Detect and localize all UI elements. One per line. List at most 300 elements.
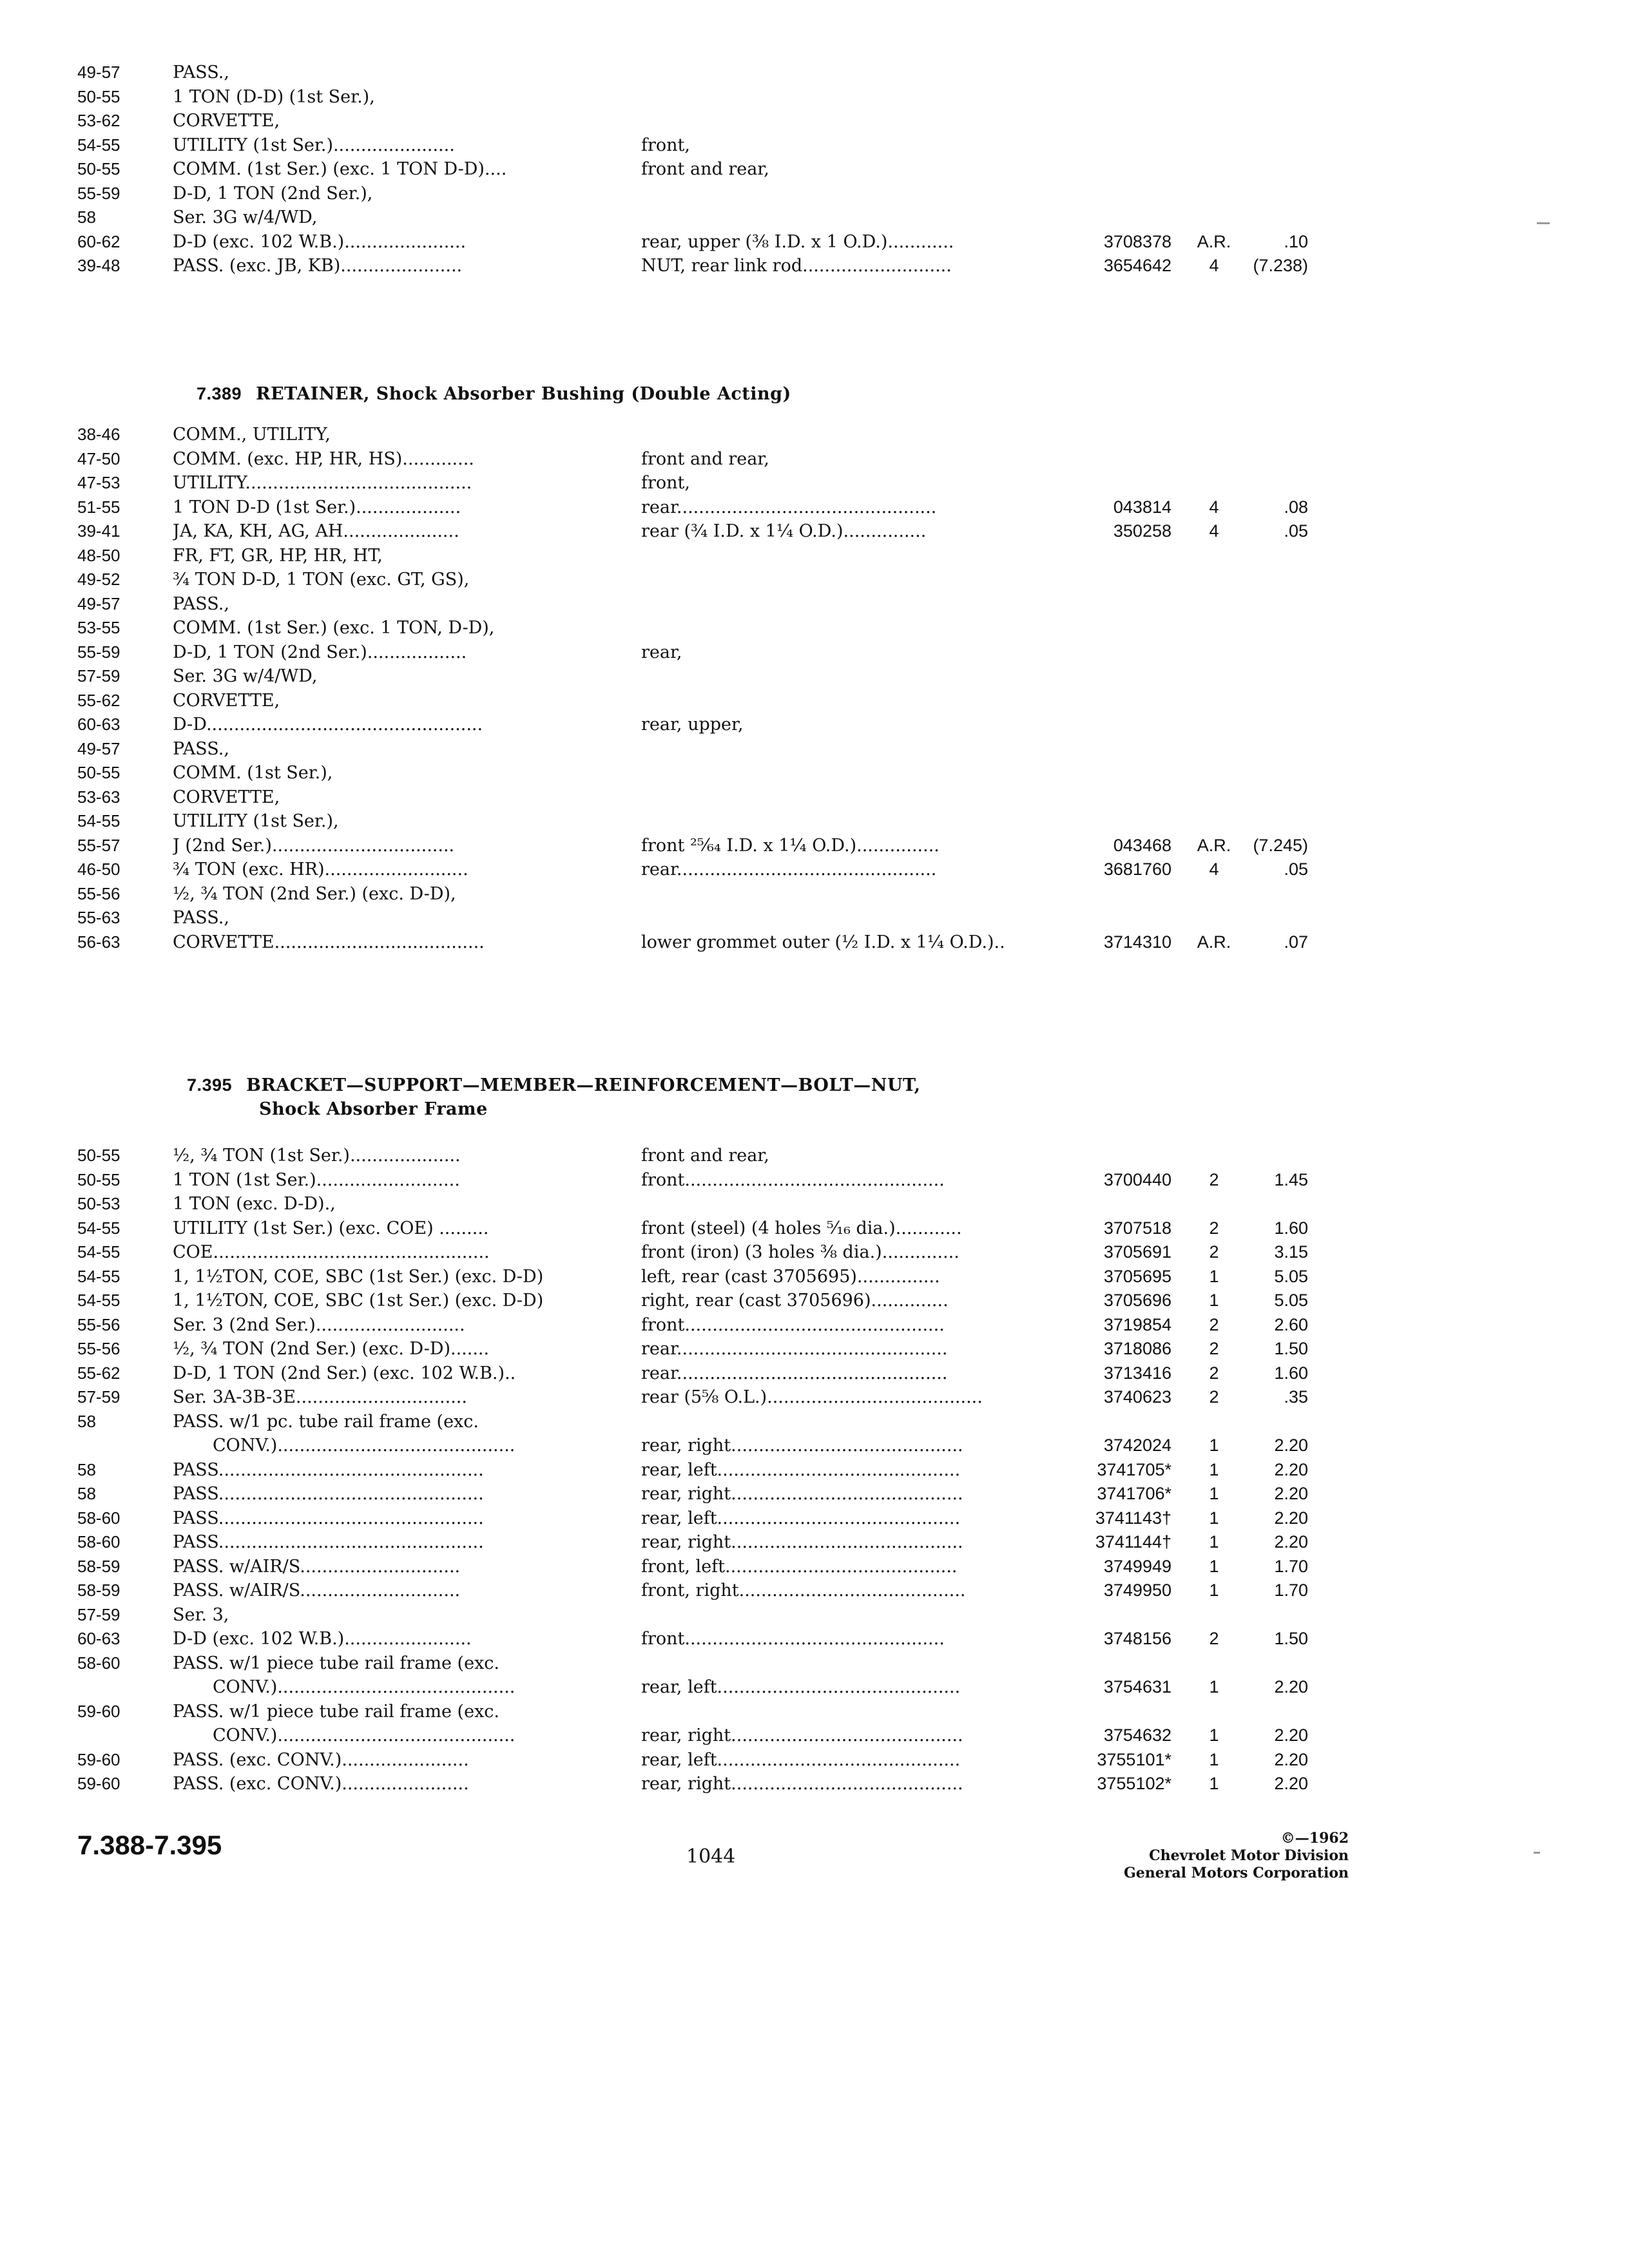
year-range: 39-48 <box>77 256 120 275</box>
price: 2.20 <box>1274 1508 1308 1528</box>
table-row <box>77 544 1308 568</box>
year-range: 39-41 <box>77 521 120 541</box>
model-description: PASS. w/1 piece tube rail frame (exc. <box>173 1701 500 1722</box>
model-description: 1 TON (exc. D-D)., <box>173 1194 336 1214</box>
quantity: 1 <box>1209 1459 1219 1479</box>
year-range: 58-59 <box>77 1556 120 1576</box>
year-range: 59-60 <box>77 1701 120 1721</box>
model-description: PASS................................................ <box>173 1484 484 1504</box>
year-range: 58 <box>77 1459 96 1479</box>
table-row <box>77 1627 1308 1651</box>
year-range: 51-55 <box>77 497 120 517</box>
table-row <box>77 230 1308 255</box>
part-number: 3748156 <box>1103 1629 1171 1648</box>
quantity: 4 <box>1209 256 1219 275</box>
model-description: COMM. (1st Ser.) (exc. 1 TON, D-D), <box>173 618 495 638</box>
part-number: 3705691 <box>1103 1242 1171 1262</box>
part-description: rear (¾ I.D. x 1¼ O.D.)............... <box>641 521 927 541</box>
year-range: 54-55 <box>77 1291 120 1310</box>
model-description: FR, FT, GR, HP, HR, HT, <box>173 545 383 566</box>
year-range: 59-60 <box>77 1749 120 1769</box>
model-description: JA, KA, KH, AG, AH..................... <box>173 521 459 541</box>
model-description: PASS., <box>173 908 229 928</box>
table-row <box>77 809 1308 834</box>
part-description: rear, upper, <box>641 715 744 735</box>
year-range: 47-53 <box>77 473 120 492</box>
part-number: 3749949 <box>1103 1556 1171 1576</box>
part-description: rear, left............................................ <box>641 1749 961 1770</box>
year-range: 55-59 <box>77 183 120 203</box>
table-row <box>77 640 1308 665</box>
model-description: J (2nd Ser.)................................. <box>173 835 455 856</box>
year-range: 38-46 <box>77 425 120 444</box>
part-description: rear............................................... <box>641 860 937 879</box>
year-range: 49-57 <box>77 593 120 613</box>
year-range: 58-59 <box>77 1581 120 1600</box>
year-range: 57-59 <box>77 1387 120 1407</box>
table-row <box>77 85 1308 110</box>
model-description: 1, 1½TON, COE, SBC (1st Ser.) (exc. D-D) <box>173 1291 544 1311</box>
table-row <box>77 1168 1308 1193</box>
year-range: 50-55 <box>77 763 120 782</box>
part-description: NUT, rear link rod........................... <box>641 256 952 276</box>
table-row <box>77 1265 1308 1289</box>
price: 2.20 <box>1274 1725 1308 1745</box>
price: (7.245) <box>1253 835 1308 855</box>
price: .07 <box>1284 932 1308 952</box>
section-heading-7389 <box>197 381 791 407</box>
year-range: 48-50 <box>77 545 120 565</box>
model-description: PASS. (exc. JB, KB)...................... <box>173 256 463 276</box>
price: 2.20 <box>1274 1677 1308 1696</box>
part-number: 3741705* <box>1097 1459 1171 1479</box>
year-range: 54-55 <box>77 1218 120 1238</box>
table-row <box>77 182 1308 206</box>
part-description: front, <box>641 135 690 155</box>
quantity: 1 <box>1209 1291 1219 1310</box>
table-row <box>77 423 1308 447</box>
year-range: 60-62 <box>77 231 120 251</box>
part-number: 3754632 <box>1103 1725 1171 1745</box>
year-range: 55-62 <box>77 690 120 710</box>
year-range: 54-55 <box>77 1266 120 1286</box>
price: .05 <box>1284 860 1308 879</box>
table-row <box>77 858 1308 882</box>
quantity: 1 <box>1209 1581 1219 1600</box>
part-number: 3742024 <box>1103 1436 1171 1455</box>
model-description: PASS., <box>173 62 229 82</box>
table-row <box>77 761 1308 785</box>
price: 1.60 <box>1274 1363 1308 1383</box>
quantity: 4 <box>1209 860 1219 879</box>
year-range: 49-57 <box>77 62 120 82</box>
table-row <box>77 519 1308 544</box>
price: 1.50 <box>1274 1629 1308 1648</box>
model-description: ½, ¾ TON (2nd Ser.) (exc. D-D)....... <box>173 1339 490 1359</box>
section-number: 7.389 <box>197 384 242 403</box>
model-description: Ser. 3A-3B-3E............................... <box>173 1387 467 1407</box>
year-range: 53-55 <box>77 618 120 637</box>
model-description: COMM. (exc. HP, HR, HS)............. <box>173 448 474 469</box>
table-row <box>77 1385 1308 1410</box>
model-description: Ser. 3 (2nd Ser.)........................... <box>173 1314 465 1335</box>
model-description: PASS., <box>173 593 229 614</box>
part-number: 3741143† <box>1095 1508 1171 1528</box>
part-description: rear, left............................................ <box>641 1508 961 1528</box>
model-description: 1 TON D-D (1st Ser.)................... <box>173 497 461 517</box>
table-row <box>77 1144 1308 1168</box>
year-range: 46-50 <box>77 860 120 879</box>
part-description: front ²⁵⁄₆₄ I.D. x 1¼ O.D.)............... <box>641 835 940 856</box>
part-number: 043468 <box>1113 835 1171 855</box>
part-description: rear, left............................................ <box>641 1459 961 1480</box>
year-range: 50-53 <box>77 1194 120 1213</box>
table-row <box>77 689 1308 713</box>
quantity: 4 <box>1209 497 1219 517</box>
table-row <box>77 471 1308 495</box>
section-subtitle-7395: Shock Absorber Frame <box>259 1099 488 1119</box>
year-range: 55-62 <box>77 1363 120 1383</box>
table-row <box>77 1337 1308 1361</box>
part-description: rear, right.......................................... <box>641 1774 963 1794</box>
table-row <box>77 1651 1308 1676</box>
quantity: 1 <box>1209 1556 1219 1576</box>
table-row <box>77 109 1308 133</box>
quantity: 2 <box>1209 1218 1219 1238</box>
model-description: 1 TON (1st Ser.).......................... <box>173 1169 460 1190</box>
part-description: left, rear (cast 3705695)............... <box>641 1266 940 1287</box>
part-description: front............................................... <box>641 1314 945 1335</box>
table-row <box>77 1289 1308 1313</box>
year-range: 58 <box>77 207 96 227</box>
section-number: 7.395 <box>187 1075 233 1095</box>
year-range: 55-56 <box>77 883 120 903</box>
model-description: COMM., UTILITY, <box>173 425 331 445</box>
model-description: CORVETTE, <box>173 690 280 711</box>
year-range: 59-60 <box>77 1774 120 1793</box>
parts-table-7395 <box>77 1144 1308 1796</box>
model-description: D-D, 1 TON (2nd Ser.).................. <box>173 642 467 662</box>
table-row <box>77 713 1308 737</box>
year-range: 49-52 <box>77 570 120 589</box>
model-description: PASS. w/1 piece tube rail frame (exc. <box>173 1653 500 1673</box>
part-number: 3705695 <box>1103 1266 1171 1286</box>
table-row <box>77 1434 1308 1458</box>
quantity: 4 <box>1209 521 1219 541</box>
price: 2.60 <box>1274 1314 1308 1334</box>
quantity: 1 <box>1209 1774 1219 1793</box>
quantity: 1 <box>1209 1484 1219 1503</box>
section-heading-7395 <box>187 1073 921 1098</box>
quantity: 2 <box>1209 1363 1219 1383</box>
model-description: Ser. 3G w/4/WD, <box>173 207 318 227</box>
model-description: PASS. (exc. CONV.)....................... <box>173 1774 469 1794</box>
table-row <box>77 834 1308 858</box>
part-description: front............................................... <box>641 1629 945 1649</box>
quantity: 2 <box>1209 1242 1219 1262</box>
model-description: UTILITY (1st Ser.)...................... <box>173 135 455 155</box>
table-row <box>77 1361 1308 1386</box>
table-row <box>77 1216 1308 1241</box>
model-description: CONV.)........................................... <box>213 1677 516 1697</box>
table-row <box>77 664 1308 689</box>
model-description: D-D (exc. 102 W.B.)...................... <box>173 231 467 252</box>
publisher-credit <box>1124 1830 1349 1882</box>
year-range: 58-60 <box>77 1532 120 1552</box>
part-number: 3654642 <box>1103 256 1171 275</box>
part-description: lower grommet outer (½ I.D. x 1¼ O.D.).. <box>641 932 1005 952</box>
part-number: 3714310 <box>1103 932 1171 952</box>
price: 1.60 <box>1274 1218 1308 1238</box>
part-number: 3754631 <box>1103 1677 1171 1696</box>
table-row <box>77 495 1308 520</box>
quantity: A.R. <box>1197 231 1231 251</box>
year-range: 55-56 <box>77 1314 120 1334</box>
quantity: 1 <box>1209 1749 1219 1769</box>
year-range: 49-57 <box>77 738 120 758</box>
copyright: ©—1962 <box>1280 1830 1349 1847</box>
part-description: rear, upper (⅜ I.D. x 1 O.D.)............ <box>641 231 954 252</box>
table-row <box>77 206 1308 230</box>
table-row <box>77 616 1308 640</box>
model-description: PASS. w/1 pc. tube rail frame (exc. <box>173 1411 479 1432</box>
part-number: 3755102* <box>1097 1774 1171 1793</box>
price: 1.70 <box>1274 1581 1308 1600</box>
part-number: 3749950 <box>1103 1581 1171 1600</box>
model-description: ¾ TON D-D, 1 TON (exc. GT, GS), <box>173 570 470 590</box>
year-range: 47-50 <box>77 448 120 468</box>
part-description: front and rear, <box>641 159 769 179</box>
year-range: 56-63 <box>77 932 120 952</box>
part-description: rear, right.......................................... <box>641 1436 963 1456</box>
table-row <box>77 785 1308 810</box>
price: 2.20 <box>1274 1749 1308 1769</box>
table-row <box>77 1530 1308 1555</box>
year-range: 60-63 <box>77 715 120 734</box>
part-description: front (iron) (3 holes ⅜ dia.).............. <box>641 1242 959 1262</box>
quantity: 1 <box>1209 1508 1219 1528</box>
year-range: 50-55 <box>77 1146 120 1165</box>
part-number: 043814 <box>1113 497 1171 517</box>
price: (7.238) <box>1253 256 1308 275</box>
table-row <box>77 1675 1308 1700</box>
part-number: 3740623 <box>1103 1387 1171 1407</box>
model-description: CONV.)........................................... <box>213 1725 516 1745</box>
section-title: BRACKET—SUPPORT—MEMBER—REINFORCEMENT—BOLT—NUT, <box>246 1075 921 1095</box>
part-number: 3713416 <box>1103 1363 1171 1383</box>
model-description: PASS. (exc. CONV.)....................... <box>173 1749 469 1770</box>
part-description: front............................................... <box>641 1169 945 1190</box>
price: 2.20 <box>1274 1774 1308 1793</box>
year-range: 58 <box>77 1484 96 1503</box>
section-title: RETAINER, Shock Absorber Bushing (Double Acting) <box>256 384 791 404</box>
quantity: A.R. <box>1197 932 1231 952</box>
division: Chevrolet Motor Division <box>1149 1847 1349 1864</box>
part-number: 3718086 <box>1103 1339 1171 1358</box>
model-description: CORVETTE...................................... <box>173 932 485 952</box>
part-description: rear, <box>641 642 682 662</box>
model-description: ¾ TON (exc. HR).......................... <box>173 860 468 879</box>
part-number: 3755101* <box>1097 1749 1171 1769</box>
year-range: 57-59 <box>77 1604 120 1624</box>
parts-table-continued <box>77 61 1308 278</box>
price: 1.45 <box>1274 1169 1308 1189</box>
price: 3.15 <box>1274 1242 1308 1262</box>
page-range-code: 7.388-7.395 <box>77 1830 222 1860</box>
part-description: front, left.......................................... <box>641 1556 958 1577</box>
quantity: 2 <box>1209 1629 1219 1648</box>
corporation: General Motors Corporation <box>1123 1865 1349 1881</box>
model-description: Ser. 3G w/4/WD, <box>173 666 318 686</box>
table-row <box>77 1482 1308 1506</box>
model-description: PASS................................................ <box>173 1459 484 1480</box>
model-description: ½, ¾ TON (2nd Ser.) (exc. D-D), <box>173 883 456 904</box>
model-description: PASS., <box>173 738 229 759</box>
table-row <box>77 1772 1308 1796</box>
table-row <box>77 157 1308 182</box>
year-range: 58 <box>77 1411 96 1431</box>
year-range: 58-60 <box>77 1508 120 1528</box>
year-range: 55-59 <box>77 642 120 662</box>
part-description: front and rear, <box>641 1146 769 1166</box>
part-number: 3707518 <box>1103 1218 1171 1238</box>
part-number: 3708378 <box>1103 231 1171 251</box>
model-description: Ser. 3, <box>173 1604 229 1625</box>
year-range: 53-63 <box>77 787 120 807</box>
table-row <box>77 1458 1308 1483</box>
quantity: 1 <box>1209 1677 1219 1696</box>
quantity: 1 <box>1209 1266 1219 1286</box>
model-description: UTILITY (1st Ser.) (exc. COE) ......... <box>173 1218 489 1238</box>
quantity: 2 <box>1209 1314 1219 1334</box>
year-range: 50-55 <box>77 1169 120 1189</box>
table-row <box>77 1603 1308 1628</box>
price: 1.70 <box>1274 1556 1308 1576</box>
part-number: 3741144† <box>1095 1532 1171 1552</box>
price: 2.20 <box>1274 1459 1308 1479</box>
quantity: 2 <box>1209 1339 1219 1358</box>
table-row <box>77 737 1308 762</box>
table-row <box>77 906 1308 930</box>
part-number: 3700440 <box>1103 1169 1171 1189</box>
model-description: COMM. (1st Ser.) (exc. 1 TON D-D).... <box>173 159 507 179</box>
model-description: COE.................................................. <box>173 1242 490 1262</box>
year-range: 50-55 <box>77 159 120 178</box>
part-description: rear, left............................................ <box>641 1677 961 1697</box>
quantity: A.R. <box>1197 835 1231 855</box>
model-description: PASS................................................ <box>173 1508 484 1528</box>
model-description: COMM. (1st Ser.), <box>173 763 333 783</box>
price: 2.20 <box>1274 1532 1308 1552</box>
quantity: 2 <box>1209 1387 1219 1407</box>
table-row <box>77 1555 1308 1579</box>
quantity: 1 <box>1209 1436 1219 1455</box>
price: 1.50 <box>1274 1339 1308 1358</box>
model-description: CORVETTE, <box>173 787 280 807</box>
part-number: 3705696 <box>1103 1291 1171 1310</box>
model-description: PASS. w/AIR/S............................. <box>173 1556 461 1577</box>
price: .35 <box>1284 1387 1308 1407</box>
model-description: D-D, 1 TON (2nd Ser.) (exc. 102 W.B.).. <box>173 1363 516 1383</box>
year-range: 50-55 <box>77 86 120 106</box>
table-row <box>77 1579 1308 1603</box>
table-row <box>77 882 1308 907</box>
parts-table-7389 <box>77 423 1308 954</box>
part-description: front and rear, <box>641 448 769 469</box>
year-range: 55-56 <box>77 1339 120 1358</box>
part-number: 350258 <box>1113 521 1171 541</box>
year-range: 55-57 <box>77 835 120 855</box>
table-row <box>77 1313 1308 1338</box>
price: .10 <box>1284 231 1308 251</box>
part-description: rear, right.......................................... <box>641 1532 963 1552</box>
part-description: rear, right.......................................... <box>641 1725 963 1745</box>
table-row <box>77 930 1308 955</box>
price: 2.20 <box>1274 1436 1308 1455</box>
part-description: rear, right.......................................... <box>641 1484 963 1504</box>
year-range: 54-55 <box>77 811 120 831</box>
table-row <box>77 1700 1308 1724</box>
part-description: front (steel) (4 holes ⁵⁄₁₆ dia.)............ <box>641 1218 962 1238</box>
part-description: rear................................................. <box>641 1339 948 1359</box>
price: .05 <box>1284 521 1308 541</box>
model-description: ½, ¾ TON (1st Ser.).................... <box>173 1146 461 1166</box>
quantity: 2 <box>1209 1169 1219 1189</box>
model-description: 1, 1½TON, COE, SBC (1st Ser.) (exc. D-D) <box>173 1266 544 1287</box>
part-number: 3719854 <box>1103 1314 1171 1334</box>
table-row <box>77 1748 1308 1773</box>
table-row <box>77 133 1308 158</box>
model-description: CORVETTE, <box>173 111 280 131</box>
table-row <box>77 61 1308 85</box>
table-row <box>77 1724 1308 1748</box>
year-range: 54-55 <box>77 1242 120 1262</box>
quantity: 1 <box>1209 1532 1219 1552</box>
year-range: 60-63 <box>77 1629 120 1648</box>
model-description: UTILITY (1st Ser.), <box>173 811 339 831</box>
model-description: CONV.)........................................... <box>213 1436 516 1456</box>
price: 5.05 <box>1274 1291 1308 1310</box>
model-description: PASS................................................ <box>173 1532 484 1552</box>
table-row <box>77 1240 1308 1265</box>
part-description: rear................................................. <box>641 1363 948 1383</box>
scan-mark <box>1534 1852 1540 1854</box>
price: 2.20 <box>1274 1484 1308 1503</box>
part-description: rear............................................... <box>641 497 937 517</box>
page-number: 1044 <box>686 1845 736 1868</box>
table-row <box>77 447 1308 472</box>
part-number: 3681760 <box>1103 860 1171 879</box>
price: 5.05 <box>1274 1266 1308 1286</box>
table-row <box>77 1410 1308 1434</box>
price: .08 <box>1284 497 1308 517</box>
year-range: 54-55 <box>77 135 120 155</box>
part-description: rear (5⅝ O.L.)....................................... <box>641 1387 983 1407</box>
model-description: UTILITY......................................... <box>173 473 472 493</box>
table-row <box>77 568 1308 592</box>
year-range: 58-60 <box>77 1653 120 1673</box>
quantity: 1 <box>1209 1725 1219 1745</box>
part-description: front, right......................................... <box>641 1581 966 1600</box>
table-row <box>77 1192 1308 1216</box>
model-description: 1 TON (D-D) (1st Ser.), <box>173 86 375 107</box>
table-row <box>77 254 1308 278</box>
table-row <box>77 592 1308 617</box>
year-range: 55-63 <box>77 908 120 927</box>
year-range: 57-59 <box>77 666 120 686</box>
model-description: PASS. w/AIR/S............................. <box>173 1581 461 1600</box>
model-description: D-D, 1 TON (2nd Ser.), <box>173 183 373 204</box>
